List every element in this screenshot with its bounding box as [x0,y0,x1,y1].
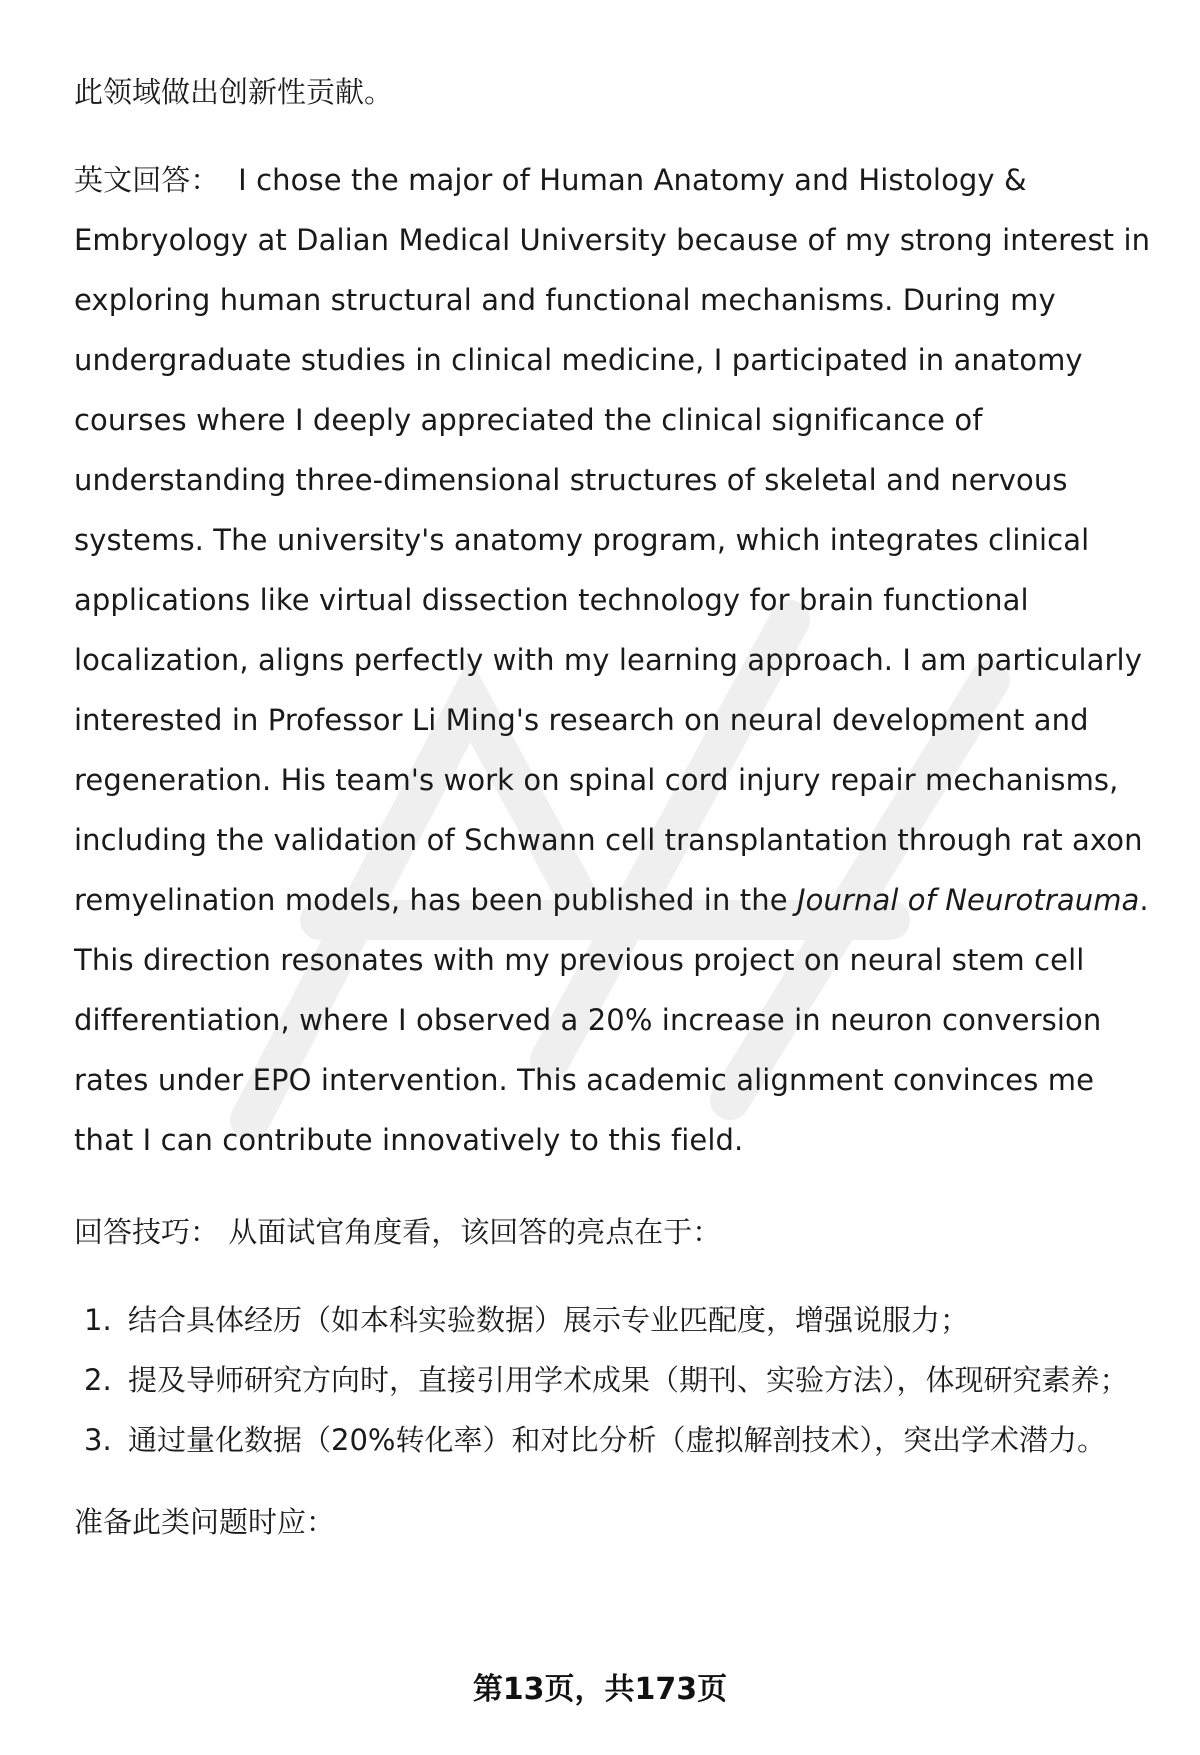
answer-text-part1: I chose the major of Human Anatomy and Histology & Embryology at Dalian Medical University because of my strong interest in exploring human structural and functional mechanisms. During my undergraduate studies in clinical medicine, I participated in anatomy courses where I deeply appreciated the clinical significance of understanding three-dimensional structures of skeletal and nervous systems. The university's anatomy program, which integrates clinical applications like virtual dissection technology for brain functional localization, aligns perfectly with my learning approach. I am particularly interested in Professor Li Ming's research on neural development and regeneration. His team's work on spinal cord injury repair mechanisms, including the validation of Schwann cell transplantation through rat axon remyelination models, has been published in the [74,163,1151,917]
list-item-text: 结合具体经历（如本科实验数据）展示专业匹配度，增强说服力； [128,1303,970,1337]
tips-title: 回答技巧： 从面试官角度看，该回答的亮点在于： [74,1215,722,1249]
tips-list [74,1290,1154,1470]
list-item-number: 2. [84,1363,112,1397]
list-item [74,1290,1154,1350]
prep-title: 准备此类问题时应： [74,1505,336,1539]
list-item [74,1410,1154,1470]
list-item [74,1350,1154,1410]
list-item-number: 3. [84,1423,112,1457]
list-item-text: 提及导师研究方向时，直接引用学术成果（期刊、实验方法），体现研究素养； [128,1363,1129,1397]
list-item-text: 通过量化数据（20%转化率）和对比分析（虚拟解剖技术），突出学术潜力。 [128,1423,1106,1457]
page-number-footer: 第13页，共173页 [472,1672,728,1707]
answer-text-part2: . This direction resonates with my previous project on neural stem cell differentiation, where I observed a 20% increase in neuron conversion rates under EPO intervention. This academic alignment convinces me that I can contribute innovatively to this field. [74,883,1149,1157]
english-answer [74,150,1154,1170]
intro-fragment: 此领域做出创新性贡献。 [74,75,394,109]
list-item-number: 1. [84,1303,112,1337]
answer-label: 英文回答： [74,163,220,197]
journal-name: Journal of Neurotrauma [796,883,1140,917]
document-body [74,62,1154,1552]
